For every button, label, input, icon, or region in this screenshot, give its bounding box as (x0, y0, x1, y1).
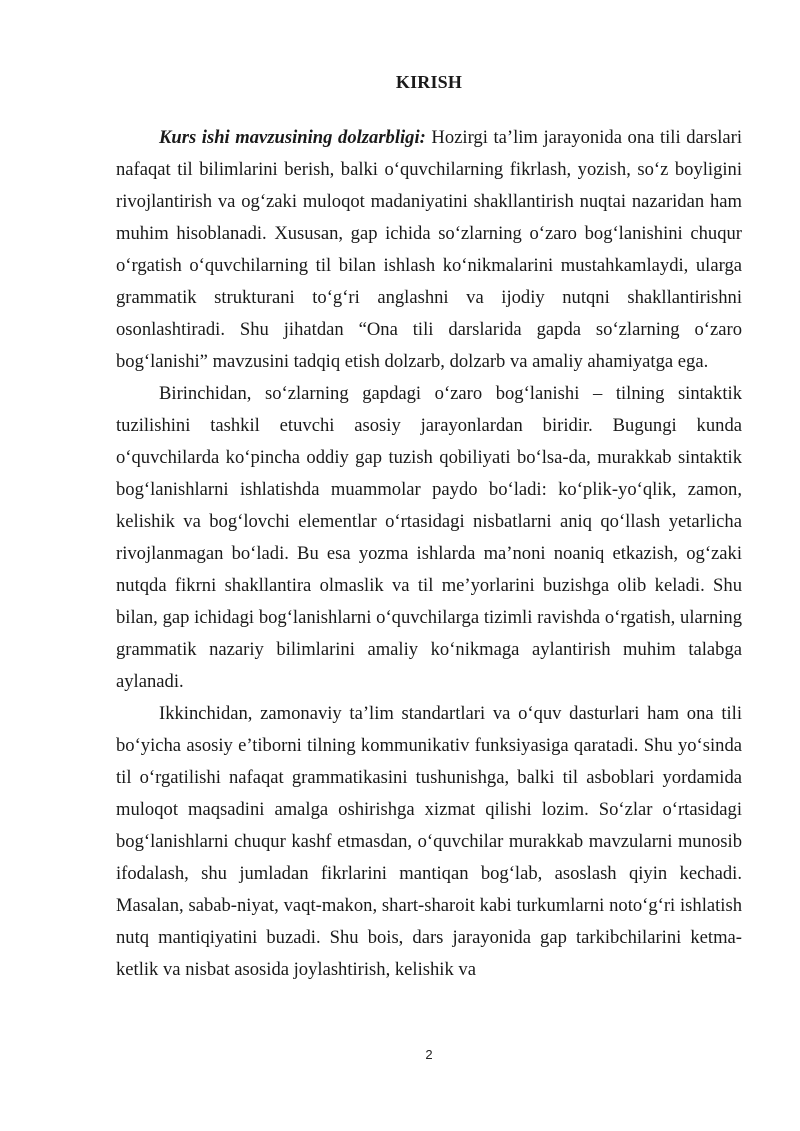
paragraph-relevance (116, 122, 742, 378)
paragraph-lead: Kurs ishi mavzusining dolzarbligi: (159, 127, 426, 148)
body-text (116, 122, 742, 986)
paragraph-text: Hozirgi ta’lim jarayonida ona tili darslari nafaqat til bilimlarini berish, balki o‘quvchilarning fikrlash, yozish, so‘z boyligini rivojlantirish va og‘zaki muloqot madaniyatini shakllantirish nuqtai nazaridan ham muhim hisoblanadi. Xususan, gap ichida so‘zlarning o‘zaro bog‘lanishini chuqur o‘rgatish o‘quvchilarning til bilan ishlash ko‘nikmalarini mustahkamlaydi, ularga grammatik strukturani to‘g‘ri anglashni va ijodiy nutqni shakllantirishni osonlashtiradi. Shu jihatdan “Ona tili darslarida gapda so‘zlarning o‘zaro bog‘lanishi” mavzusini tadqiq etish dolzarb, dolzarb va amaliy ahamiyatga ega. (116, 127, 742, 372)
paragraph-firstly (116, 378, 742, 698)
paragraph-text: Ikkinchidan, zamonaviy ta’lim standartlari va o‘quv dasturlari ham ona tili bo‘yicha asosiy e’tiborni tilning kommunikativ funksiyasiga qaratadi. Shu yo‘sinda til o‘rgatilishi nafaqat grammatikasini tushunishga, balki til asboblari yordamida muloqot maqsadini amalga oshirishga xizmat qilishi lozim. So‘zlar o‘rtasidagi bog‘lanishlarni chuqur kashf etmasdan, o‘quvchilar murakkab mavzularni munosib ifodalash, shu jumladan fikrlarini mantiqan bog‘lab, asoslash qiyin kechadi. Masalan, sabab-niyat, vaqt-makon, shart-sharoit kabi turkumlarni noto‘g‘ri ishlatish nutq mantiqiyatini buzadi. Shu bois, dars jarayonida gap tarkibchilarini ketma-ketlik va nisbat asosida joylashtirish, kelishik va (116, 703, 742, 980)
section-heading: KIRISH (395, 72, 463, 92)
paragraph-text: Birinchidan, so‘zlarning gapdagi o‘zaro bog‘lanishi – tilning sintaktik tuzilishini tashkil etuvchi asosiy jarayonlardan biridir. Bugungi kunda o‘quvchilarda ko‘pincha oddiy gap tuzish qobiliyati bo‘lsa-da, murakkab sintaktik bog‘lanishlarni ishlatishda muammolar paydo bo‘ladi: ko‘plik-yo‘qlik, zamon, kelishik va bog‘lovchi elementlar o‘rtasidagi nisbatlarni aniq qo‘llash yetarlicha rivojlanmagan bo‘ladi. Bu esa yozma ishlarda ma’noni noaniq etkazish, og‘zaki nutqda fikrni shakllantira olmaslik va til me’yorlarini buzishga olib keladi. Shu bilan, gap ichidagi bog‘lanishlarni o‘quvchilarga tizimli ravishda o‘rgatish, ularning grammatik nazariy bilimlarini amaliy ko‘nikmaga aylantirish muhim talabga aylanadi. (116, 383, 742, 692)
page-number: 2 (425, 1047, 433, 1062)
paragraph-secondly (116, 698, 742, 986)
